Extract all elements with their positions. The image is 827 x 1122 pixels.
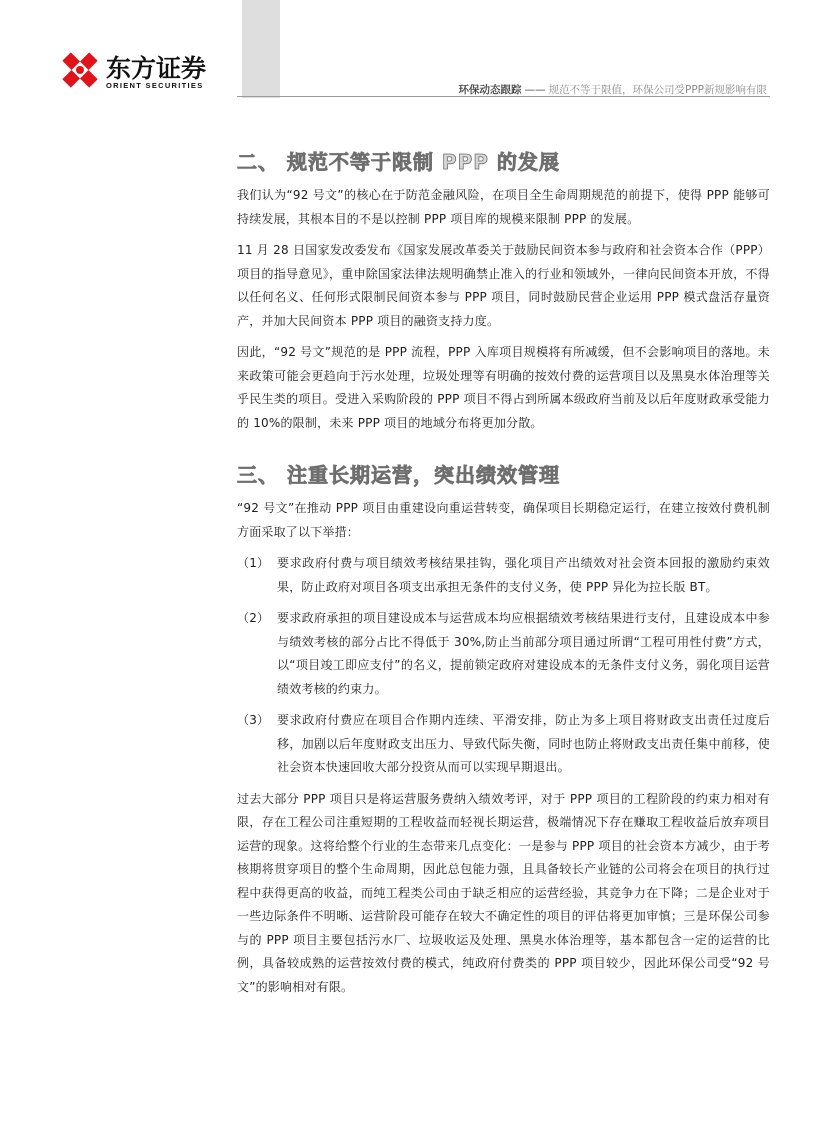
brand-logo bbox=[58, 48, 228, 92]
report-series: 环保动态跟踪 bbox=[458, 84, 522, 96]
list-item-number: （2） bbox=[237, 611, 270, 625]
section-3-closing-paragraph: 过去大部分 PPP 项目只是将运营服务费纳入绩效考评，对于 PPP 项目的工程阶段的约束力相对有限，存在工程公司注重短期的工程收益而轻视长期运营，极端情况下存在赚取工程收益后放弃项目运营的现象。这将给整个行业的生态带来几点变化：一是参与 PPP 项目的社会资本方减少，由于考核期将贯穿项目的整个生命周期，因此总包能力强，且具备较长产业链的公司将会在项目的执行过程中获得更高的收益，而纯工程类公司由于缺乏相应的运营经验，其竞争力在下降；二是企业对于一些边际条件不明晰、运营阶段可能存在较大不确定性的项目的评估将更加审慎；三是环保公司参与的 PPP 项目主要包括污水厂、垃圾收运及处理、黑臭水体治理等，基本都包含一定的运营的比例，具备较成熟的运营按效付费的模式，纯政府付费类的 PPP 项目较少，因此环保公司受“92 号文”的影响相对有限。 bbox=[237, 791, 770, 994]
header-rule bbox=[237, 96, 770, 97]
list-item-number: （1） bbox=[237, 556, 270, 570]
list-item bbox=[237, 709, 770, 780]
running-header bbox=[459, 82, 768, 97]
list-item-text: 要求政府付费应在项目合作期内连续、平滑安排，防止为多上项目将财政支出责任过度后移，加剧以后年度财政支出压力、导致代际失衡，同时也防止将财政支出责任集中前移，使社会资本快速回收大部分投资从而可以实现早期退出。 bbox=[277, 713, 770, 774]
section-3-heading: 三、 注重长期运营，突出绩效管理 bbox=[237, 463, 560, 487]
section-2-paragraph-3: 因此，“92 号文”规范的是 PPP 流程，PPP 入库项目规模将有所减缓，但不会影响项目的落地。未来政策可能会更趋向于污水处理，垃圾处理等有明确的按效付费的运营项目以及黑臭水体治理等关乎民生类的项目。受进入采购阶段的 PPP 项目不得占到所属本级政府当前及以后年度财政承受能力的 10%的限制，未来 PPP 项目的地域分布将更加分散。 bbox=[237, 345, 770, 430]
header-gray-bar bbox=[242, 0, 280, 98]
section-3-intro: “92 号文”在推动 PPP 项目由重建设向重运营转变，确保项目长期稳定运行，在建立按效付费机制方面采取了以下举措： bbox=[237, 501, 770, 539]
brand-name-cn: 东方证券 bbox=[106, 54, 207, 83]
main-content bbox=[237, 148, 770, 999]
section-2-paragraph-1: 我们认为“92 号文”的核心在于防范金融风险，在项目全生命周期规范的前提下，使得 PPP 能够可持续发展，其根本目的不是以控制 PPP 项目库的规模来限制 PPP 的发展。 bbox=[237, 188, 770, 226]
list-item-number: （3） bbox=[237, 713, 270, 727]
list-item bbox=[237, 552, 770, 599]
logo-mark-icon bbox=[58, 48, 102, 92]
report-subtitle: 规范不等于限值，环保公司受PPP新规影响有限 bbox=[548, 84, 767, 96]
header-dash: —— bbox=[524, 84, 546, 96]
list-item bbox=[237, 607, 770, 701]
brand-name-en: ORIENT SECURITIES bbox=[106, 81, 204, 90]
section-2-paragraph-2: 11 月 28 日国家发改委发布《国家发展改革委关于鼓励民间资本参与政府和社会资本合作（PPP）项目的指导意见》，重申除国家法律法规明确禁止准入的行业和领域外，一律向民间资本开放，不得以任何名义、任何形式限制民间资本参与 PPP 项目，同时鼓励民营企业运用 PPP 模式盘活存量资产，并加大民间资本 PPP 项目的融资支持力度。 bbox=[237, 243, 770, 328]
list-item-text: 要求政府付费与项目绩效考核结果挂钩，强化项目产出绩效对社会资本回报的激励约束效果，防止政府对项目各项支出承担无条件的支付义务，使 PPP 异化为拉长版 BT。 bbox=[277, 556, 770, 594]
list-item-text: 要求政府承担的项目建设成本与运营成本均应根据绩效考核结果进行支付，且建设成本中参与绩效考核的部分占比不得低于 30%,防止当前部分项目通过所谓“工程可用性付费”方式，以“项目竣工即应支付”的名义，提前锁定政府对建设成本的无条件支付义务，弱化项目运营绩效考核的约束力。 bbox=[277, 611, 770, 696]
section-2-heading: 二、 规范不等于限制 PPP 的发展 bbox=[237, 150, 560, 174]
